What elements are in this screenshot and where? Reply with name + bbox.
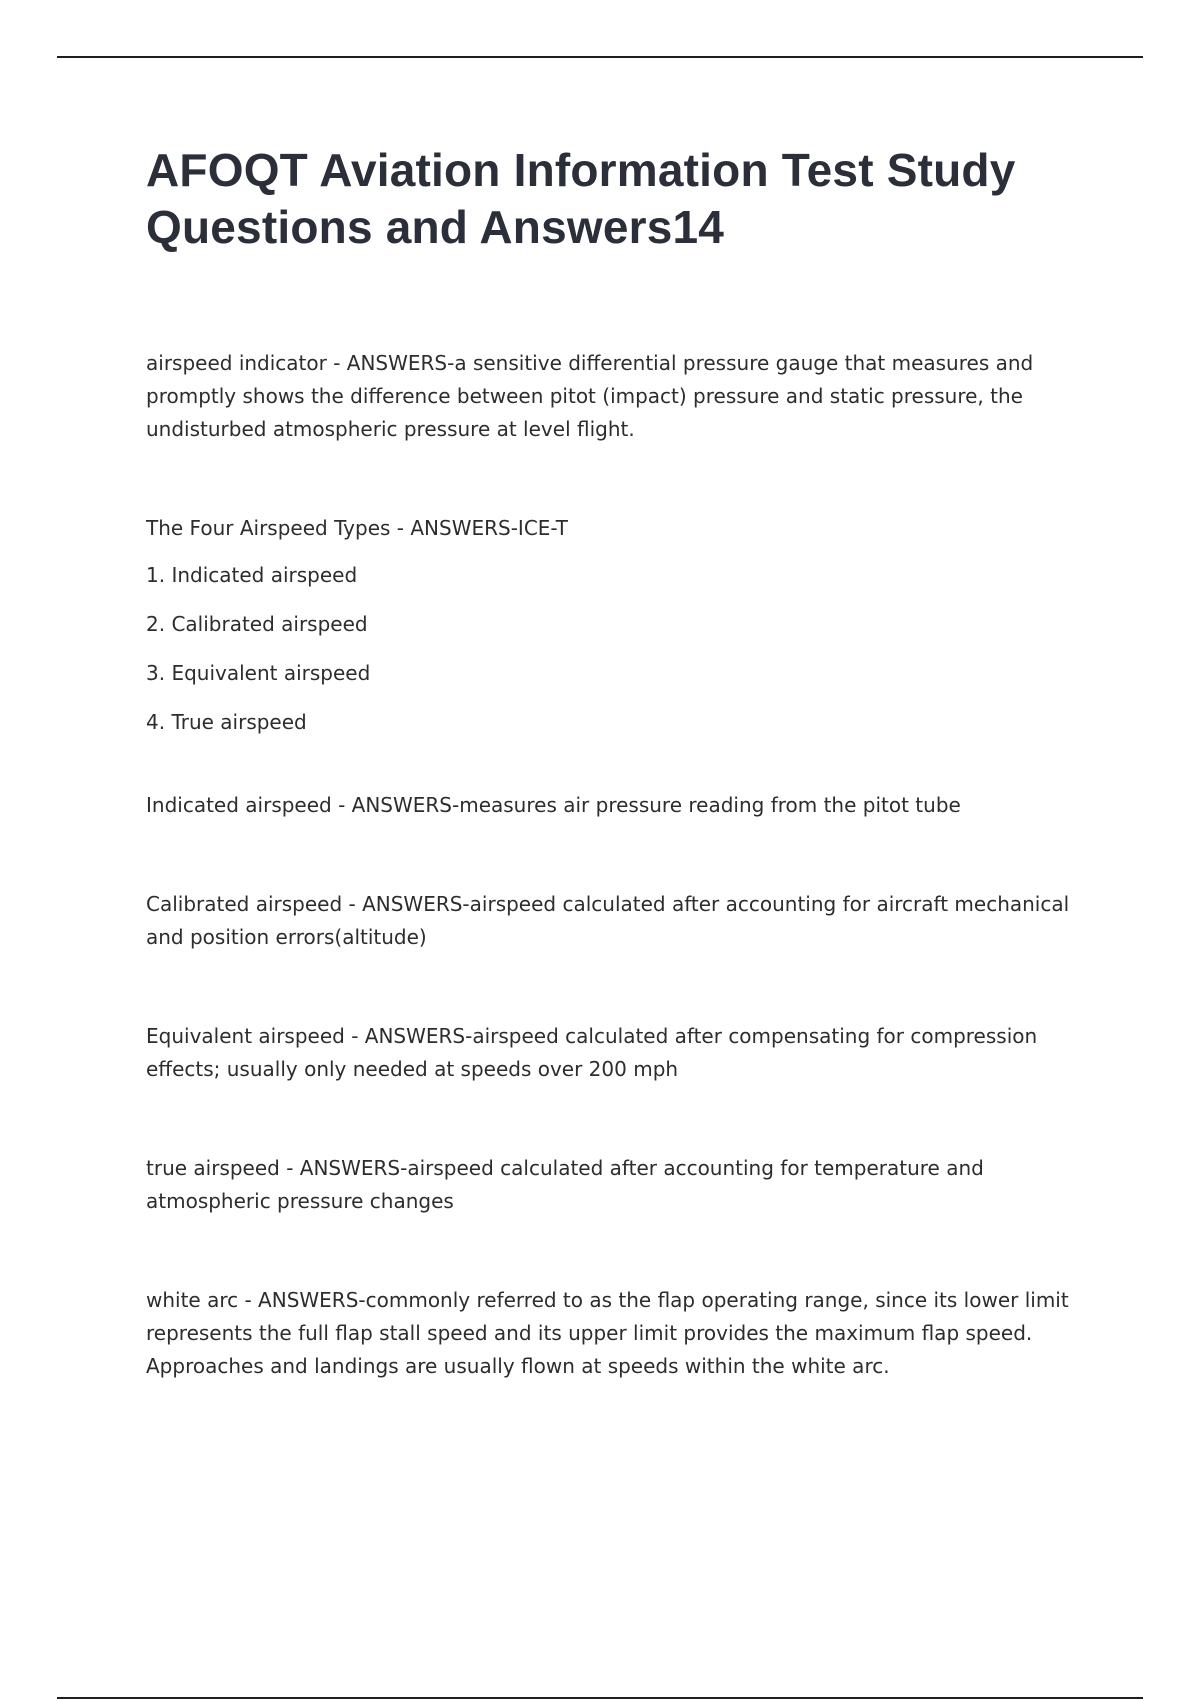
- list-item: 2. Calibrated airspeed: [146, 612, 368, 636]
- document-title: AFOQT Aviation Information Test Study Questions and Answers14: [146, 144, 1016, 253]
- qa-entry-equivalent-airspeed: Equivalent airspeed - ANSWERS-airspeed calculated after compensating for compression effects; usually only needed at speeds over 200 mph: [146, 1024, 1038, 1081]
- list-item: 4. True airspeed: [146, 710, 307, 734]
- qa-entry-true-airspeed: true airspeed - ANSWERS-airspeed calculated after accounting for temperature and atmospheric pressure changes: [146, 1156, 984, 1213]
- airspeed-types-list: [146, 559, 1096, 739]
- bottom-rule: [57, 1697, 1143, 1699]
- qa-entry-four-airspeed-types: [146, 512, 1096, 739]
- list-item: 1. Indicated airspeed: [146, 563, 358, 587]
- top-rule: [57, 56, 1143, 58]
- list-item: 3. Equivalent airspeed: [146, 661, 371, 685]
- qa-entry-text: The Four Airspeed Types - ANSWERS-ICE-T: [146, 516, 569, 540]
- qa-entry-indicated-airspeed: Indicated airspeed - ANSWERS-measures air pressure reading from the pitot tube: [146, 793, 961, 817]
- qa-entry-white-arc: white arc - ANSWERS-commonly referred to as the flap operating range, since its lower limit represents the full flap stall speed and its upper limit provides the maximum flap speed. Approaches and landings are usually flown at speeds within the white arc.: [146, 1288, 1069, 1378]
- document-body: [146, 142, 1096, 1383]
- qa-entry-airspeed-indicator: airspeed indicator - ANSWERS-a sensitive differential pressure gauge that measures and promptly shows the difference between pitot (impact) pressure and static pressure, the undisturbed atmospheric pressure at level flight.: [146, 351, 1034, 441]
- qa-entry-calibrated-airspeed: Calibrated airspeed - ANSWERS-airspeed calculated after accounting for aircraft mechanical and position errors(altitude): [146, 892, 1070, 949]
